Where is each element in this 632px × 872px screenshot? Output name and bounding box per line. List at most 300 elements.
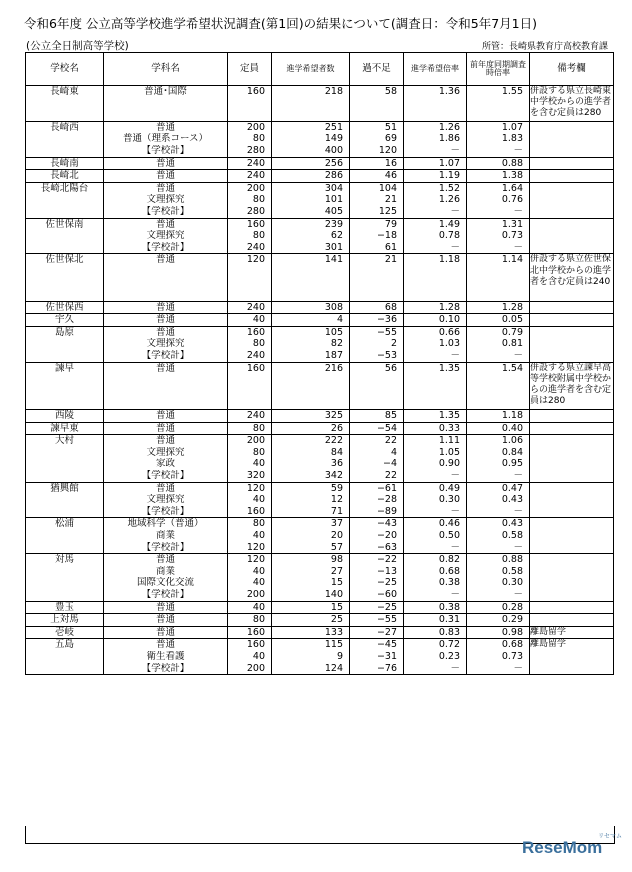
capacity: 200: [246, 121, 265, 133]
applicants: 342: [324, 470, 343, 481]
school-name: 松浦: [54, 518, 74, 530]
prev-ratio: 1.28: [501, 301, 523, 313]
ratio-cell: [404, 601, 467, 614]
applicants: 216: [324, 362, 343, 374]
school-name: 大村: [54, 435, 74, 447]
applicants-cell: [272, 554, 350, 601]
capacity: 240: [246, 350, 265, 362]
dept-name: 普通: [155, 482, 175, 494]
dept-name-cell: [104, 518, 228, 554]
capacity: 80: [252, 422, 265, 434]
prev-ratio: 1.38: [501, 170, 523, 182]
school-name-cell: [26, 254, 104, 301]
ratio-cell: [404, 626, 467, 639]
dept-name: 普通: [155, 218, 175, 230]
dept-name: [104, 278, 227, 290]
school-name: 上対馬: [50, 614, 79, 626]
applicants: 57: [330, 541, 343, 553]
page-title: 令和6年度 公立高等学校進学希望状況調査(第1回)の結果について(調査日：令和5年7月1日): [24, 16, 537, 31]
ratio: 1.26: [438, 121, 460, 133]
applicants-cell: [272, 121, 350, 157]
capacity: [228, 374, 271, 386]
capacity: 160: [246, 639, 265, 651]
excess-cell: [350, 86, 404, 122]
capacity: 40: [252, 601, 265, 613]
ratio: [404, 278, 466, 290]
dept-name: 【学校計】: [141, 541, 190, 553]
header-applicants: 進学希望者数: [272, 53, 350, 86]
applicants-cell: [272, 614, 350, 627]
ratio: 0.82: [438, 554, 460, 566]
excess: 125: [378, 205, 397, 217]
school-name-cell: [26, 314, 104, 327]
remark-cell: [530, 639, 614, 675]
ratio-cell: [404, 518, 467, 554]
capacity: 160: [246, 86, 265, 97]
excess-cell: [350, 326, 404, 362]
capacity: 160: [246, 505, 265, 517]
prev-ratio-cell: [467, 482, 530, 518]
excess-cell: [350, 218, 404, 254]
excess: −55: [376, 326, 397, 338]
applicants: 325: [324, 410, 343, 422]
excess: 79: [384, 218, 397, 230]
header-prev-ratio: 前年度同期調査時倍率: [467, 53, 530, 86]
ratio: 0.66: [438, 326, 460, 338]
ratio: －: [450, 541, 460, 553]
excess: [350, 289, 403, 301]
excess-cell: [350, 482, 404, 518]
applicants: 251: [324, 121, 343, 133]
excess: 69: [384, 133, 397, 145]
dept-name-cell: [104, 626, 228, 639]
applicants: 12: [330, 494, 343, 506]
school-name-cell: [26, 121, 104, 157]
school-name: 宇久: [54, 314, 74, 326]
excess-cell: [350, 422, 404, 435]
excess: 51: [384, 121, 397, 133]
school-group: [26, 301, 614, 314]
excess: 58: [384, 86, 397, 97]
school-group: [26, 314, 614, 327]
prev-ratio: 0.79: [501, 326, 523, 338]
ratio: [404, 374, 466, 386]
applicants: 71: [330, 505, 343, 517]
prev-ratio: 1.83: [501, 133, 523, 145]
school-group: [26, 482, 614, 518]
dept-name: 文理探究: [146, 446, 185, 458]
prev-ratio: －: [513, 505, 523, 517]
remark-cell: [530, 86, 614, 122]
school-name: 西陵: [54, 410, 74, 422]
applicants: [272, 266, 349, 278]
excess: 85: [384, 410, 397, 422]
prev-ratio: [467, 397, 529, 409]
prev-ratio: 0.95: [501, 458, 523, 470]
applicants: [272, 109, 349, 121]
dept-name: 【学校計】: [141, 470, 190, 481]
excess-cell: [350, 435, 404, 482]
applicants-cell: [272, 254, 350, 301]
school-name-cell: [26, 435, 104, 482]
ratio: 0.78: [438, 230, 460, 242]
prev-ratio: 0.40: [501, 422, 523, 434]
excess: 104: [378, 182, 397, 194]
prev-ratio-cell: [467, 170, 530, 183]
dept-name: [104, 266, 227, 278]
prev-ratio-cell: [467, 182, 530, 218]
applicants: 84: [330, 446, 343, 458]
excess: 2: [390, 338, 397, 350]
dept-name-cell: [104, 435, 228, 482]
school-name-cell: [26, 326, 104, 362]
capacity-cell: [228, 218, 272, 254]
remark-cell: [530, 121, 614, 157]
applicants-cell: [272, 362, 350, 409]
capacity: [228, 289, 271, 301]
capacity: 80: [252, 446, 265, 458]
school-name: 佐世保南: [45, 218, 84, 230]
dept-name: 普通: [155, 326, 175, 338]
school-name: 佐世保北: [45, 254, 84, 266]
capacity-cell: [228, 182, 272, 218]
prev-ratio-cell: [467, 601, 530, 614]
capacity-cell: [228, 554, 272, 601]
remark-cell: [530, 518, 614, 554]
capacity-cell: [228, 314, 272, 327]
dept-name-cell: [104, 422, 228, 435]
dept-name: 普通: [155, 254, 175, 266]
applicants: 286: [324, 170, 343, 182]
dept-name: 国際文化交流: [136, 577, 194, 589]
prev-ratio-cell: [467, 86, 530, 122]
remark-cell: [530, 326, 614, 362]
excess: 21: [384, 254, 397, 266]
results-table: [25, 52, 614, 675]
ratio: 1.36: [438, 86, 460, 97]
school-name-cell: [26, 218, 104, 254]
school-name-cell: [26, 518, 104, 554]
dept-name: 普通: [155, 626, 175, 638]
prev-ratio: 0.73: [501, 650, 523, 662]
dept-name-cell: [104, 182, 228, 218]
ratio-cell: [404, 218, 467, 254]
applicants-cell: [272, 626, 350, 639]
school-group: [26, 601, 614, 614]
prev-ratio-cell: [467, 639, 530, 675]
prev-ratio: 1.64: [501, 182, 523, 194]
resemom-logo-mark: リセマム: [598, 833, 622, 840]
prev-ratio: 0.30: [501, 577, 523, 589]
school-name: 佐世保西: [45, 301, 84, 313]
capacity: 40: [252, 577, 265, 589]
applicants: 141: [324, 254, 343, 266]
capacity: [228, 278, 271, 290]
capacity: 320: [246, 470, 265, 481]
school-group: [26, 518, 614, 554]
applicants: 37: [330, 518, 343, 530]
dept-name: [104, 109, 227, 121]
capacity: 240: [246, 241, 265, 253]
remark-cell: [530, 170, 614, 183]
capacity: 40: [252, 650, 265, 662]
dept-name: 地域科学（普通）: [127, 518, 204, 530]
school-name-cell: [26, 482, 104, 518]
ratio-cell: [404, 362, 467, 409]
prev-ratio: －: [513, 205, 523, 217]
capacity: 40: [252, 314, 265, 326]
dept-name: 普通: [155, 554, 175, 566]
excess: −36: [376, 314, 397, 326]
ratio-cell: [404, 422, 467, 435]
capacity: 200: [246, 435, 265, 447]
prev-ratio: －: [513, 662, 523, 674]
excess-cell: [350, 410, 404, 423]
capacity: 240: [246, 410, 265, 422]
applicants-cell: [272, 639, 350, 675]
applicants: 82: [330, 338, 343, 350]
school-name-cell: [26, 601, 104, 614]
excess: −4: [382, 458, 397, 470]
capacity-cell: [228, 410, 272, 423]
capacity: 120: [246, 541, 265, 553]
excess: −27: [376, 626, 397, 638]
excess: [350, 278, 403, 290]
header-school: 学校名: [26, 53, 104, 86]
dept-name-cell: [104, 482, 228, 518]
ratio-cell: [404, 314, 467, 327]
capacity-cell: [228, 254, 272, 301]
school-name: 長崎南: [50, 157, 79, 169]
capacity-cell: [228, 326, 272, 362]
remark-cell: [530, 410, 614, 423]
dept-name-cell: [104, 614, 228, 627]
dept-name-cell: [104, 601, 228, 614]
prev-ratio: 1.14: [501, 254, 523, 266]
excess-cell: [350, 626, 404, 639]
remark-cell: [530, 435, 614, 482]
ratio-cell: [404, 86, 467, 122]
dept-name-cell: [104, 362, 228, 409]
capacity: 80: [252, 133, 265, 145]
school-name: 諫早東: [50, 422, 79, 434]
ratio: －: [450, 588, 460, 600]
remark-text: 離島留学: [530, 639, 567, 650]
dept-name: 文理探究: [146, 230, 185, 242]
ratio: 1.35: [438, 362, 460, 374]
excess: 46: [384, 170, 397, 182]
school-group: [26, 554, 614, 601]
header-remark: 備考欄: [530, 53, 614, 86]
applicants: 4: [336, 314, 343, 326]
remark-cell: [530, 614, 614, 627]
school-name: 対馬: [54, 554, 74, 566]
prev-ratio: 0.47: [501, 482, 523, 494]
capacity-cell: [228, 482, 272, 518]
excess: −31: [376, 650, 397, 662]
school-name-cell: [26, 362, 104, 409]
ratio: 1.03: [438, 338, 460, 350]
ratio: 1.18: [438, 254, 460, 266]
ratio: [404, 109, 466, 121]
school-name: 長崎北陽台: [40, 182, 89, 194]
school-group: [26, 121, 614, 157]
applicants-cell: [272, 170, 350, 183]
excess-cell: [350, 182, 404, 218]
school-group: [26, 614, 614, 627]
ratio: [404, 397, 466, 409]
applicants: [272, 289, 349, 301]
capacity-cell: [228, 626, 272, 639]
excess: [350, 374, 403, 386]
remark-cell: [530, 182, 614, 218]
applicants: 308: [324, 301, 343, 313]
school-name-cell: [26, 86, 104, 122]
excess: 16: [384, 157, 397, 169]
school-name: 五島: [54, 639, 74, 651]
applicants: 15: [330, 577, 343, 589]
applicants-cell: [272, 86, 350, 122]
prev-ratio-cell: [467, 614, 530, 627]
excess-cell: [350, 254, 404, 301]
page-subtitle: (公立全日制高等学校): [26, 40, 129, 52]
capacity: 120: [246, 482, 265, 494]
capacity: 160: [246, 326, 265, 338]
applicants-cell: [272, 182, 350, 218]
capacity-cell: [228, 639, 272, 675]
capacity: 40: [252, 565, 265, 577]
applicants: [272, 278, 349, 290]
dept-name: 家政: [155, 458, 175, 470]
capacity: [228, 386, 271, 398]
prev-ratio: 0.29: [501, 614, 523, 626]
school-group: [26, 86, 614, 122]
applicants: 15: [330, 601, 343, 613]
ratio: 1.19: [438, 170, 460, 182]
dept-name-cell: [104, 254, 228, 301]
excess: −43: [376, 518, 397, 530]
prev-ratio: －: [513, 541, 523, 553]
prev-ratio: 1.55: [501, 86, 523, 97]
dept-name: 普通（理系コース）: [122, 133, 209, 145]
capacity: 120: [246, 554, 265, 566]
capacity: 160: [246, 626, 265, 638]
school-group: [26, 362, 614, 409]
excess-cell: [350, 170, 404, 183]
capacity: 200: [246, 182, 265, 194]
dept-name: 普通･国際: [144, 86, 187, 97]
dept-name-cell: [104, 410, 228, 423]
excess: −45: [376, 639, 397, 651]
prev-ratio-cell: [467, 314, 530, 327]
prev-ratio: 1.06: [501, 435, 523, 447]
ratio-cell: [404, 482, 467, 518]
applicants: 187: [324, 350, 343, 362]
ratio: －: [450, 241, 460, 253]
applicants-cell: [272, 518, 350, 554]
capacity: 160: [246, 218, 265, 230]
excess: −18: [376, 230, 397, 242]
prev-ratio-cell: [467, 410, 530, 423]
capacity: 280: [246, 144, 265, 156]
header-dept: 学科名: [104, 53, 228, 86]
ratio: 1.07: [438, 157, 460, 169]
applicants: 59: [330, 482, 343, 494]
excess-cell: [350, 639, 404, 675]
prev-ratio: 0.43: [501, 494, 523, 506]
ratio-cell: [404, 554, 467, 601]
prev-ratio-cell: [467, 301, 530, 314]
applicants: [272, 98, 349, 110]
excess: −76: [376, 662, 397, 674]
excess: [350, 98, 403, 110]
excess: −20: [376, 529, 397, 541]
prev-ratio-cell: [467, 435, 530, 482]
ratio: [404, 386, 466, 398]
school-group: [26, 157, 614, 170]
excess-cell: [350, 554, 404, 601]
capacity: 80: [252, 614, 265, 626]
school-name-cell: [26, 626, 104, 639]
dept-name-cell: [104, 314, 228, 327]
capacity: 280: [246, 205, 265, 217]
ratio: －: [450, 505, 460, 517]
school-name-cell: [26, 422, 104, 435]
capacity-cell: [228, 121, 272, 157]
remark-cell: [530, 482, 614, 518]
dept-name: 普通: [155, 314, 175, 326]
header-row: [26, 53, 614, 86]
ratio: 1.35: [438, 410, 460, 422]
school-name-cell: [26, 170, 104, 183]
ratio-cell: [404, 435, 467, 482]
excess: −13: [376, 565, 397, 577]
applicants: 140: [324, 588, 343, 600]
excess: 22: [384, 470, 397, 481]
dept-name: [104, 289, 227, 301]
school-name: 猶興館: [50, 482, 79, 494]
prev-ratio-cell: [467, 626, 530, 639]
header-excess: 過不足: [350, 53, 404, 86]
prev-ratio: 0.43: [501, 518, 523, 530]
ratio-cell: [404, 254, 467, 301]
applicants: 256: [324, 157, 343, 169]
school-name-cell: [26, 614, 104, 627]
dept-name-cell: [104, 157, 228, 170]
excess-cell: [350, 301, 404, 314]
prev-ratio: [467, 98, 529, 110]
ratio: 0.31: [438, 614, 460, 626]
dept-name: 【学校計】: [141, 350, 190, 362]
applicants: 218: [324, 86, 343, 97]
excess: 120: [378, 144, 397, 156]
excess: −53: [376, 350, 397, 362]
applicants-cell: [272, 410, 350, 423]
prev-ratio: 0.84: [501, 446, 523, 458]
applicants-cell: [272, 157, 350, 170]
remark-cell: [530, 314, 614, 327]
applicants: 239: [324, 218, 343, 230]
excess: −89: [376, 505, 397, 517]
capacity: [228, 98, 271, 110]
prev-ratio: [467, 289, 529, 301]
header-ratio: 進学希望倍率: [404, 53, 467, 86]
ratio: －: [450, 144, 460, 156]
capacity: 200: [246, 662, 265, 674]
applicants: 115: [324, 639, 343, 651]
school-name-cell: [26, 639, 104, 675]
applicants-cell: [272, 326, 350, 362]
